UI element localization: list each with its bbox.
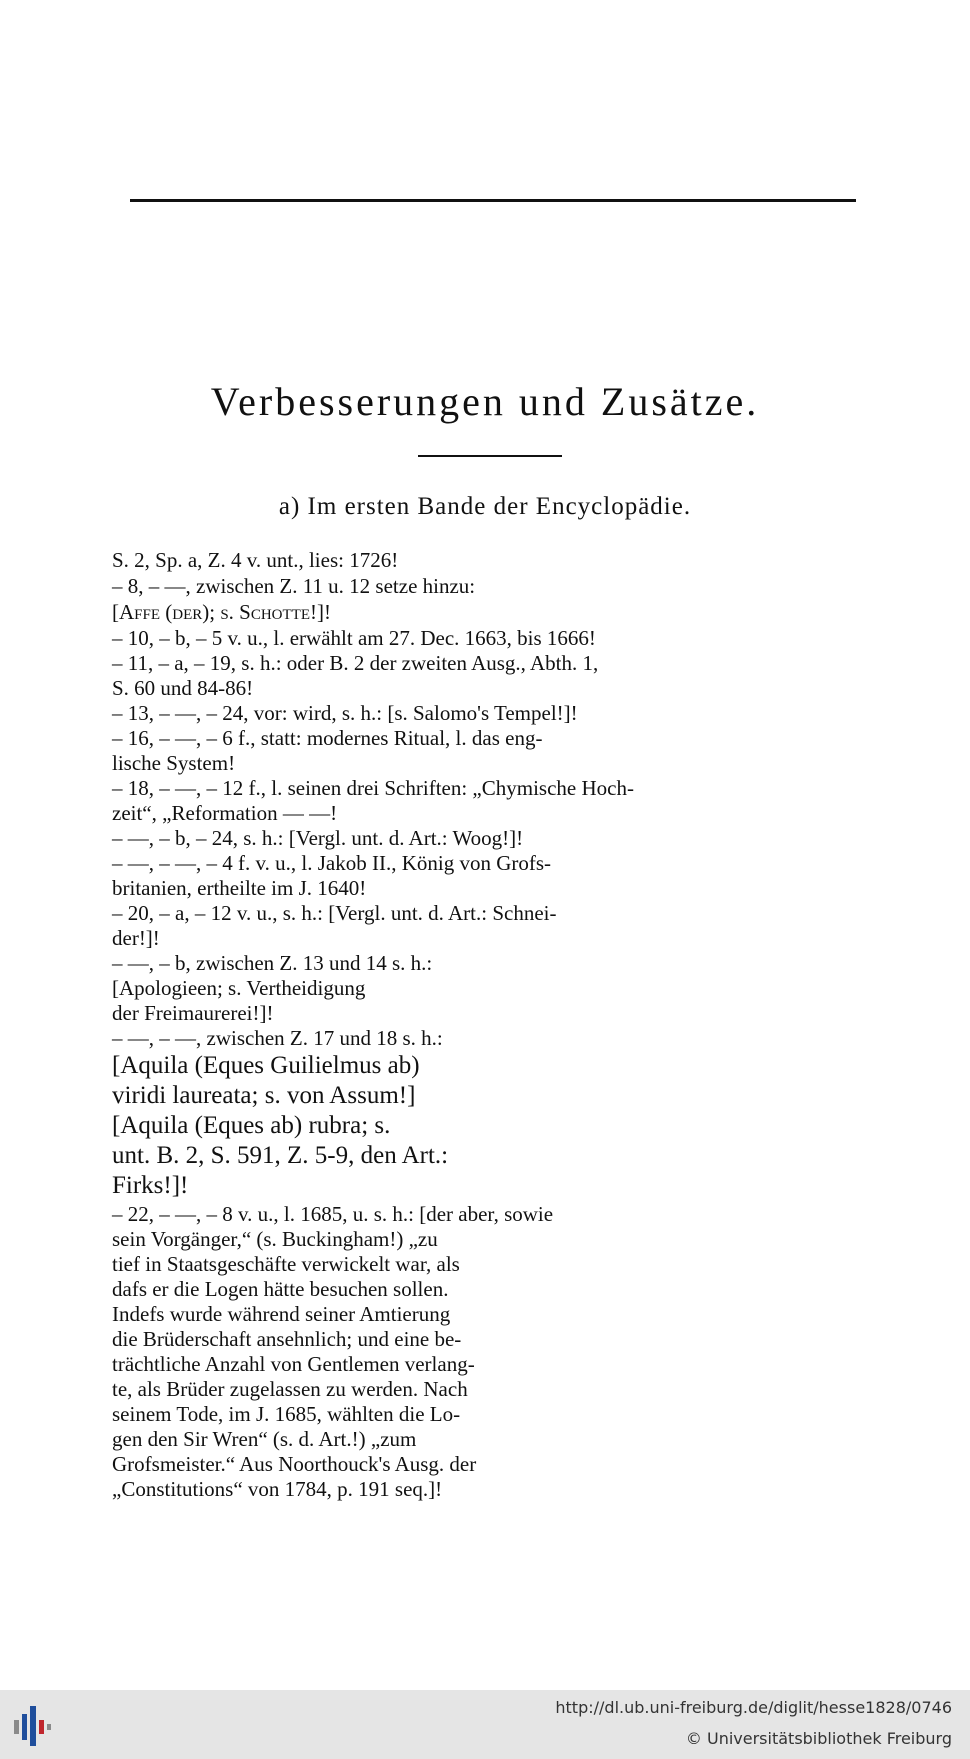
text-line: tief in Staatsgeschäfte verwickelt war, als bbox=[112, 1252, 460, 1276]
text-line: unt. B. 2, S. 591, Z. 5-9, den Art.: bbox=[112, 1142, 449, 1169]
text-line: [Aquila (Eques ab) rubra; s. bbox=[112, 1112, 391, 1139]
text-line: – 13, – —, – 24, vor: wird, s. h.: [s. Salomo's Tempel!]! bbox=[112, 701, 578, 725]
text-line: zeit“, „Reformation — —! bbox=[112, 801, 338, 825]
text-line: Firks!]! bbox=[112, 1172, 189, 1199]
text-line: „Constitutions“ von 1784, p. 191 seq.]! bbox=[112, 1477, 443, 1501]
text-line: – —, – —, – 4 f. v. u., l. Jakob II., König von Grofs- bbox=[112, 851, 552, 875]
top-rule bbox=[130, 199, 856, 202]
text-line: trächtliche Anzahl von Gentlemen verlang- bbox=[112, 1352, 475, 1376]
text-line: – 10, – b, – 5 v. u., l. erwählt am 27. Dec. 1663, bis 1666! bbox=[112, 626, 596, 650]
text-line: – —, – —, zwischen Z. 17 und 18 s. h.: bbox=[112, 1026, 443, 1050]
text-line: [Apologieen; s. Vertheidigung bbox=[112, 976, 366, 1000]
text-line: [Affe (der); s. Schotte!]! bbox=[112, 600, 331, 624]
copyright-text: © Universitätsbibliothek Freiburg bbox=[685, 1729, 952, 1748]
text-line: Grofsmeister.“ Aus Noorthouck's Ausg. der bbox=[112, 1452, 477, 1476]
source-url-link[interactable]: http://dl.ub.uni-freiburg.de/diglit/hesse1828/0746 bbox=[555, 1698, 952, 1717]
text-line: die Brüderschaft ansehnlich; und eine be- bbox=[112, 1327, 462, 1351]
text-line: – —, – b, zwischen Z. 13 und 14 s. h.: bbox=[112, 951, 433, 975]
text-line: der Freimaurerei!]! bbox=[112, 1001, 274, 1025]
text-line: – 16, – —, – 6 f., statt: modernes Ritual, l. das eng- bbox=[112, 726, 543, 750]
text-line: – 20, – a, – 12 v. u., s. h.: [Vergl. unt. d. Art.: Schnei- bbox=[112, 901, 557, 925]
text-line: der!]! bbox=[112, 926, 160, 950]
page-title: Verbesserungen und Zusätze. bbox=[210, 379, 760, 424]
footer-bar bbox=[0, 1690, 970, 1759]
text-line: britanien, ertheilte im J. 1640! bbox=[112, 876, 367, 900]
text-line: seinem Tode, im J. 1685, wählten die Lo- bbox=[112, 1402, 461, 1426]
text-line: lische System! bbox=[112, 751, 236, 775]
text-line: [Aquila (Eques Guilielmus ab) bbox=[112, 1052, 420, 1079]
section-subtitle: a) Im ersten Bande der Encyclopädie. bbox=[278, 493, 692, 520]
text-line: – 22, – —, – 8 v. u., l. 1685, u. s. h.: [der aber, sowie bbox=[112, 1202, 554, 1226]
text-line: gen den Sir Wren“ (s. d. Art.!) „zum bbox=[112, 1427, 417, 1451]
text-line: S. 2, Sp. a, Z. 4 v. unt., lies: 1726! bbox=[112, 548, 399, 572]
title-rule bbox=[418, 455, 562, 457]
text-line: – 8, – —, zwischen Z. 11 u. 12 setze hinzu: bbox=[112, 574, 476, 598]
text-line: viridi laureata; s. von Assum!] bbox=[112, 1082, 416, 1109]
text-line: – 11, – a, – 19, s. h.: oder B. 2 der zweiten Ausg., Abth. 1, bbox=[112, 651, 599, 675]
text-line: sein Vorgänger,“ (s. Buckingham!) „zu bbox=[112, 1227, 438, 1251]
text-line: te, als Brüder zugelassen zu werden. Nach bbox=[112, 1377, 468, 1401]
text-line: S. 60 und 84-86! bbox=[112, 676, 254, 700]
text-line: – —, – b, – 24, s. h.: [Vergl. unt. d. Art.: Woog!]! bbox=[112, 826, 524, 850]
ub-freiburg-logo-icon bbox=[12, 1704, 62, 1748]
text-line: Indefs wurde während seiner Amtierung bbox=[112, 1302, 451, 1326]
text-line: dafs er die Logen hätte besuchen sollen. bbox=[112, 1277, 449, 1301]
text-line: – 18, – —, – 12 f., l. seinen drei Schriften: „Chymische Hoch- bbox=[112, 776, 634, 800]
